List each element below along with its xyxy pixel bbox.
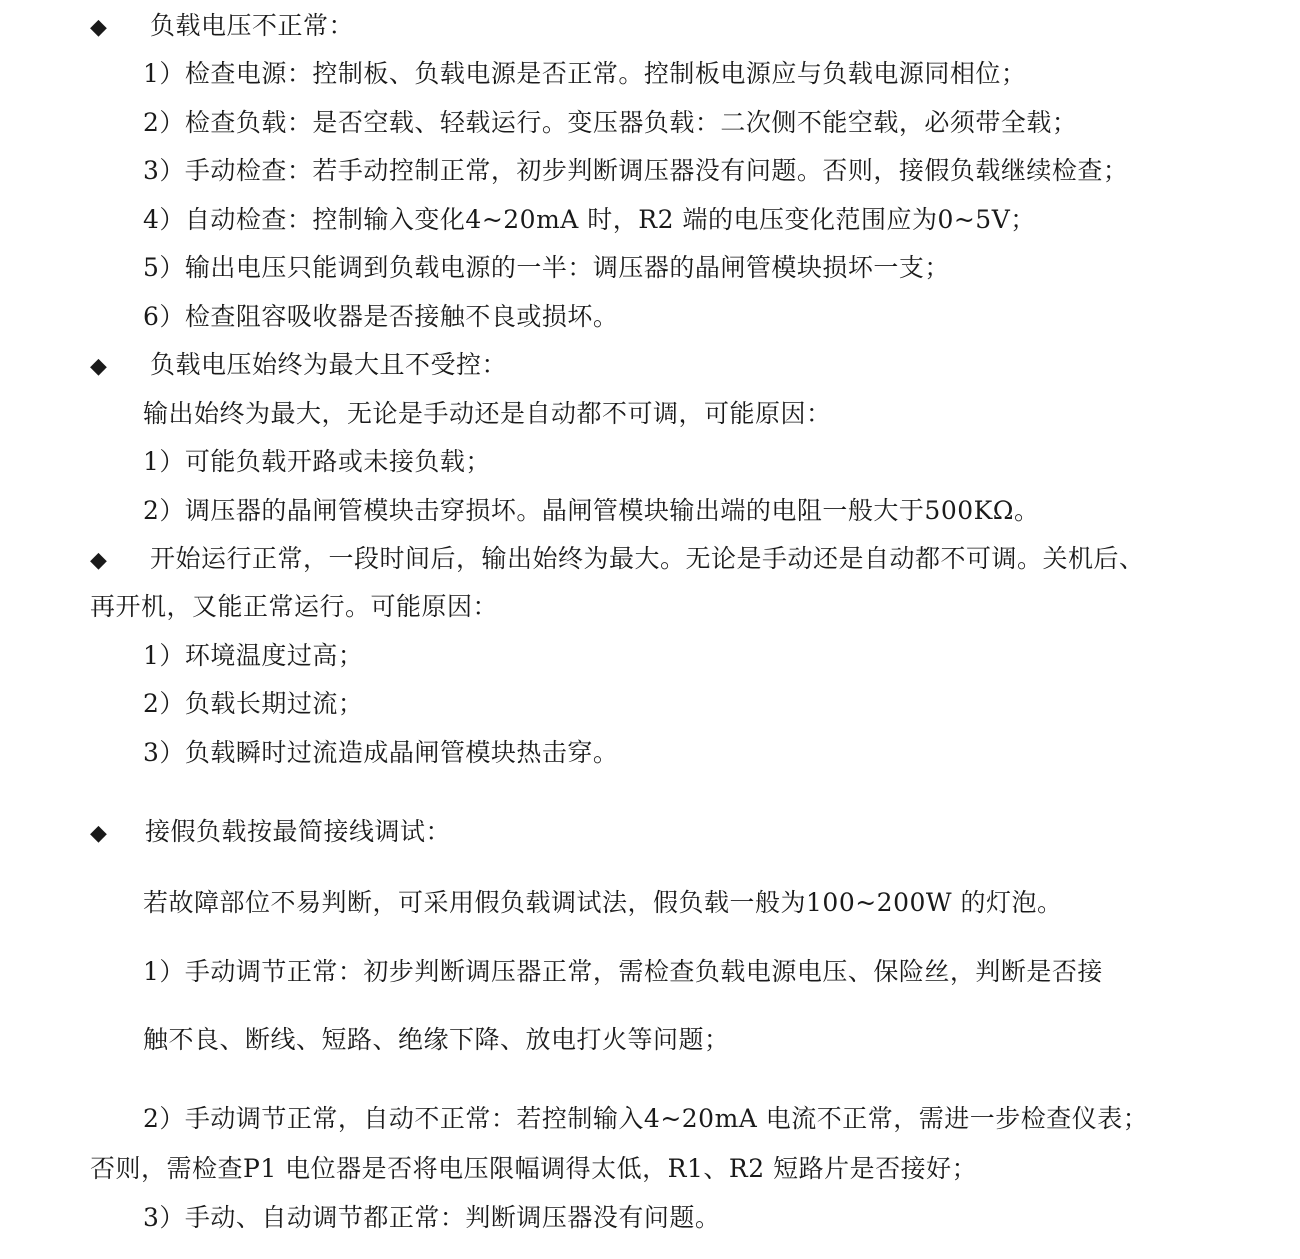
diamond-bullet-icon: ◆ — [90, 548, 108, 573]
section-heading-1 — [90, 9, 354, 45]
section-intro: 若故障部位不易判断，可采用假负载调试法，假负载一般为100~200W 的灯泡。 — [143, 888, 1063, 917]
list-item: 1）环境温度过高； — [143, 641, 364, 670]
list-item-continuation: 否则，需检查P1 电位器是否将电压限幅调得太低，R1、R2 短路片是否接好； — [90, 1154, 978, 1183]
list-item: 2）检查负载：是否空载、轻载运行。变压器负载：二次侧不能空载，必须带全载； — [143, 108, 1078, 137]
section-heading-4 — [90, 815, 451, 851]
list-item: 4）自动检查：控制输入变化4~20mA 时，R2 端的电压变化范围应为0~5V； — [143, 205, 1036, 234]
diamond-bullet-icon: ◆ — [90, 821, 108, 846]
list-item-continuation: 触不良、断线、短路、绝缘下降、放电打火等问题； — [143, 1025, 730, 1054]
section-heading-continuation: 再开机，又能正常运行。可能原因： — [90, 592, 499, 621]
list-item: 6）检查阻容吸收器是否接触不良或损坏。 — [143, 302, 619, 331]
section-heading-text: 接假负载按最简接线调试： — [145, 817, 452, 846]
diamond-bullet-icon: ◆ — [90, 15, 108, 40]
list-item: 2）手动调节正常，自动不正常：若控制输入4~20mA 电流不正常，需进一步检查仪表； — [143, 1104, 1149, 1133]
list-item: 1）可能负载开路或未接负载； — [143, 447, 491, 476]
list-item: 3）手动检查：若手动控制正常，初步判断调压器没有问题。否则，接假负载继续检查； — [143, 156, 1129, 185]
list-item: 2）调压器的晶闸管模块击穿损坏。晶闸管模块输出端的电阻一般大于500KΩ。 — [143, 496, 1040, 525]
list-item: 5）输出电压只能调到负载电源的一半：调压器的晶闸管模块损坏一支； — [143, 253, 950, 282]
section-heading-text: 开始运行正常，一段时间后，输出始终为最大。无论是手动还是自动都不可调。关机后、 — [150, 544, 1145, 573]
section-heading-text: 负载电压始终为最大且不受控： — [150, 350, 508, 379]
list-item: 1）手动调节正常：初步判断调压器正常，需检查负载电源电压、保险丝，判断是否接 — [143, 957, 1103, 986]
list-item: 1）检查电源：控制板、负载电源是否正常。控制板电源应与负载电源同相位； — [143, 59, 1027, 88]
section-heading-2 — [90, 348, 507, 384]
section-heading-text: 负载电压不正常： — [150, 11, 355, 40]
list-item: 2）负载长期过流； — [143, 689, 364, 718]
list-item: 3）手动、自动调节都正常：判断调压器没有问题。 — [143, 1203, 721, 1232]
list-item: 3）负载瞬时过流造成晶闸管模块热击穿。 — [143, 738, 619, 767]
section-heading-3 — [90, 542, 1145, 578]
diamond-bullet-icon: ◆ — [90, 354, 108, 379]
section-intro: 输出始终为最大，无论是手动还是自动都不可调，可能原因： — [143, 399, 832, 428]
